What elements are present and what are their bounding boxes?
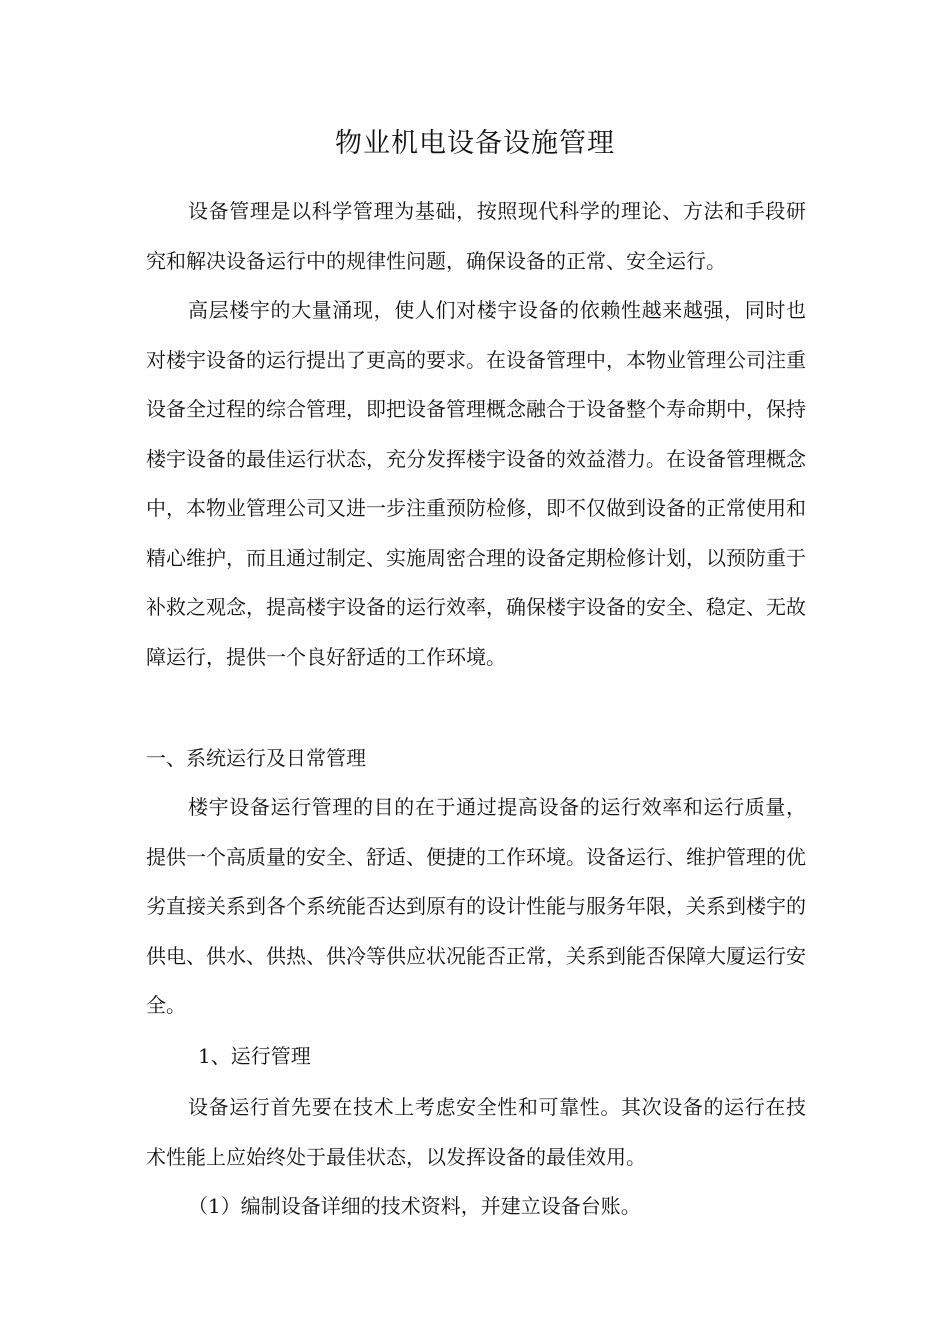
document-title: 物业机电设备设施管理 — [335, 128, 615, 159]
paragraph-operation-purpose: 楼宇设备运行管理的目的在于通过提高设备的运行效率和运行质量，提供一个高质量的安全、舒适、便捷的工作环境。设备运行、维护管理的优劣直接关系到各个系统能否达到原有的设计性能与服务年限，关系到楼宇的供电、供水、供热、供冷等供应状况能否正常，关系到能否保障大厦运行安全。 — [146, 795, 806, 1017]
paragraph-intro: 设备管理是以科学管理为基础，按照现代科学的理论、方法和手段研究和解决设备运行中的规律性问题，确保设备的正常、安全运行。 — [146, 199, 806, 273]
paragraph-operation-safety: 设备运行首先要在技术上考虑安全性和可靠性。其次设备的运行在技术性能上应始终处于最佳状态，以发挥设备的最佳效用。 — [146, 1095, 806, 1169]
list-item-1: （1）编制设备详细的技术资料，并建立设备台账。 — [188, 1194, 641, 1218]
section-heading-1: 一、系统运行及日常管理 — [146, 746, 366, 770]
subsection-heading-1: 1、运行管理 — [198, 1044, 311, 1068]
paragraph-highrise: 高层楼宇的大量涌现，使人们对楼宇设备的依赖性越来越强，同时也对楼宇设备的运行提出了更高的要求。在设备管理中，本物业管理公司注重设备全过程的综合管理，即把设备管理概念融合于设备整个寿命期中，保持楼宇设备的最佳运行状态，充分发挥楼宇设备的效益潜力。在设备管理概念中，本物业管理公司又进一步注重预防检修，即不仅做到设备的正常使用和精心维护，而且通过制定、实施周密合理的设备定期检修计划，以预防重于补救之观念，提高楼宇设备的运行效率，确保楼宇设备的安全、稳定、无故障运行，提供一个良好舒适的工作环境。 — [146, 298, 806, 669]
